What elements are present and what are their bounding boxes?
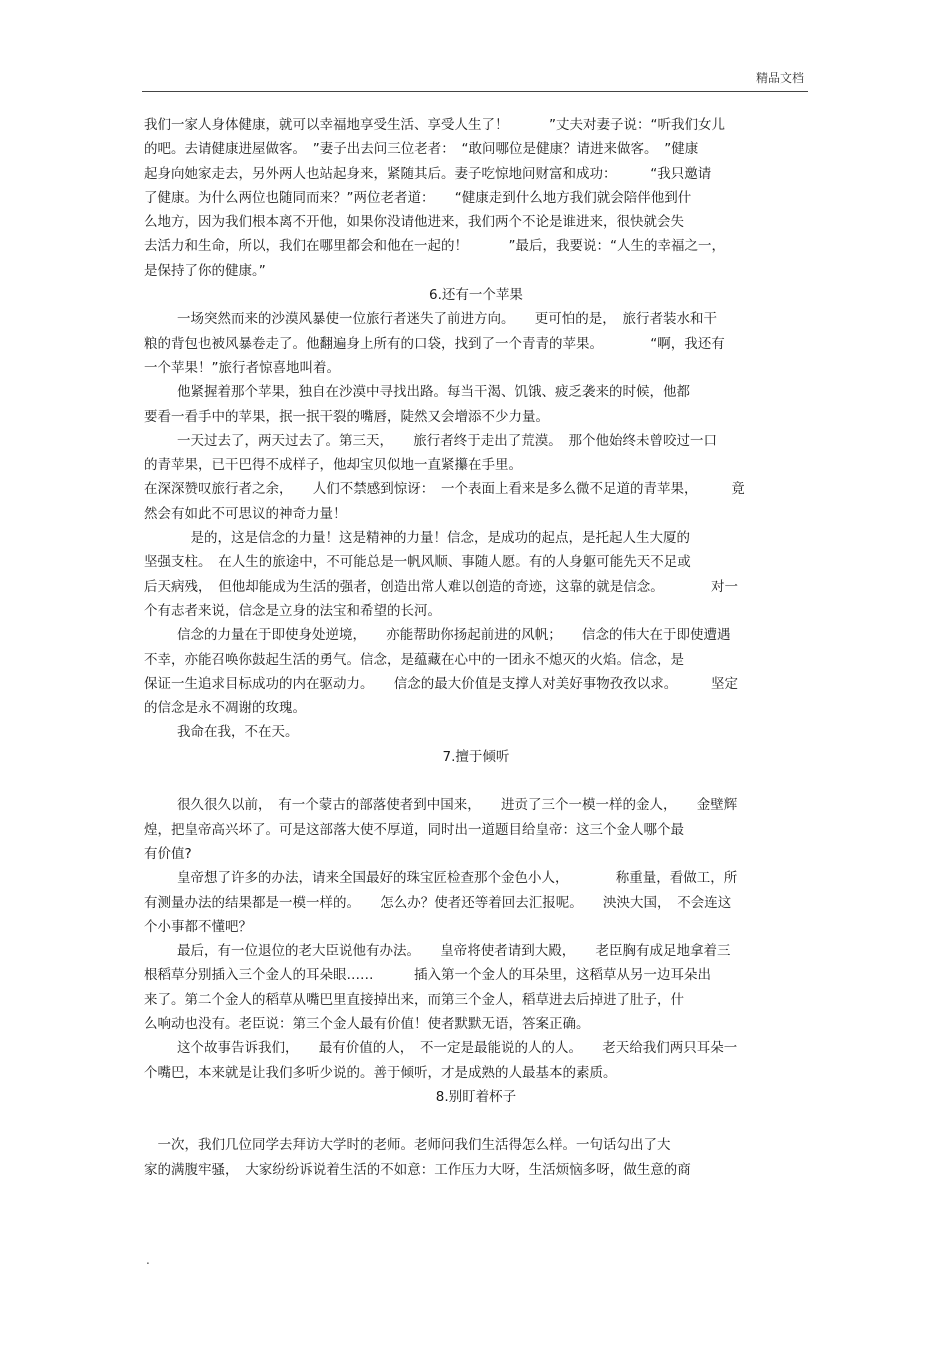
text-line: 去活力和生命，所以，我们在哪里都会和他在一起的！ ”最后，我要说：“人生的幸福之一， <box>144 238 725 255</box>
text-line: 个有志者来说，信念是立身的法宝和希望的长河。 <box>144 602 441 619</box>
text-line: 信念的力量在于即使身处逆境， 亦能帮助你扬起前进的风帆； 信念的伟大在于即使遭遇 <box>177 627 731 644</box>
text-line: 么响动也没有。老臣说：第三个金人最有价值！使者默默无语，答案正确。 <box>144 1015 590 1032</box>
text-line: 要看一看手中的苹果，抿一抿干裂的嘴唇，陡然又会增添不少力量。 <box>144 408 549 425</box>
text-line: 然会有如此不可思议的神奇力量！ <box>144 505 347 522</box>
text-line: 煌，把皇帝高兴坏了。可是这部落大使不厚道，同时出一道题目给皇帝：这三个金人哪个最 <box>144 821 684 838</box>
text-line: 的吧。去请健康进屋做客。 ”妻子出去问三位老者： “敢问哪位是健康？请进来做客。 ”健康 <box>144 141 699 158</box>
section-title: 8.别盯着杯子 <box>435 1088 517 1105</box>
document-body <box>144 113 808 1182</box>
footer-mark: . <box>146 1253 150 1267</box>
text-line: 我们一家人身体健康，就可以幸福地享受生活、享受人生了！ ”丈夫对妻子说：“听我们女儿 <box>144 117 725 133</box>
text-line: 皇帝想了许多的办法，请来全国最好的珠宝匠检查那个金色小人， 称重量，看做工，所 <box>177 870 738 887</box>
header-divider <box>142 91 808 92</box>
text-line: 粮的背包也被风暴卷走了。他翻遍身上所有的口袋，找到了一个青青的苹果。 “啊，我还有 <box>144 335 725 352</box>
text-line: 家的满腹牢骚， 大家纷纷诉说着生活的不如意：工作压力大呀，生活烦恼多呀，做生意的商 <box>144 1161 691 1178</box>
text-line: 是的，这是信念的力量！这是精神的力量！信念，是成功的起点，是托起人生大厦的 <box>177 530 690 547</box>
text-line: 我命在我，不在天。 <box>177 724 299 741</box>
text-line: 在深深赞叹旅行者之余， 人们不禁感到惊讶： 一个表面上看来是多么微不足道的青苹果， 竟 <box>144 481 745 498</box>
text-line: 这个故事告诉我们， 最有价值的人， 不一定是最能说的人的人。 老天给我们两只耳朵一 <box>177 1040 738 1057</box>
section-title: 6.还有一个苹果 <box>429 287 523 304</box>
text-line: 有测量办法的结果都是一模一样的。 怎么办？使者还等着回去汇报呢。 泱泱大国， 不会连这 <box>144 894 732 911</box>
text-line: 是保持了你的健康。” <box>144 262 266 279</box>
text-line: 有价值? <box>144 845 192 862</box>
text-line: 他紧握着那个苹果，独自在沙漠中寻找出路。每当干渴、饥饿、疲乏袭来的时候，他都 <box>177 384 690 401</box>
blank-line <box>144 1109 808 1133</box>
text-line: 坚强支柱。 在人生的旅途中，不可能总是一帆风顺、事随人愿。有的人身躯可能先天不足或 <box>144 554 691 571</box>
section-title: 7.擅于倾听 <box>442 748 510 765</box>
text-line: 么地方，因为我们根本离不开他，如果你没请他进来，我们两个不论是谁进来，很快就会失 <box>144 214 684 231</box>
text-line: 一次，我们几位同学去拜访大学时的老师。老师问我们生活得怎么样。一句话勾出了大 <box>144 1137 671 1154</box>
text-line: 的青苹果，已干巴得不成样子，他却宝贝似地一直紧攥在手里。 <box>144 457 522 474</box>
blank-line <box>144 769 808 793</box>
text-line: 一个苹果！”旅行者惊喜地叫着。 <box>144 359 340 376</box>
text-line: 很久很久以前， 有一个蒙古的部落使者到中国来， 进贡了三个一模一样的金人， 金壁辉 <box>177 797 738 814</box>
text-line: 起身向她家走去，另外两人也站起身来，紧随其后。妻子吃惊地问财富和成功： “我只邀请 <box>144 165 712 182</box>
text-line: 了健康。为什么两位也随同而来？”两位老者道： “健康走到什么地方我们就会陪伴他到什 <box>144 189 692 206</box>
text-line: 根稻草分别插入三个金人的耳朵眼…… 插入第一个金人的耳朵里，这稻草从另一边耳朵出 <box>144 967 711 984</box>
text-line: 一天过去了，两天过去了。第三天， 旅行者终于走出了荒漠。 那个他始终未曾咬过一口 <box>177 432 717 449</box>
text-line: 最后，有一位退位的老大臣说他有办法。 皇帝将使者请到大殿， 老臣胸有成足地拿着三 <box>177 943 731 960</box>
text-line: 不幸，亦能召唤你鼓起生活的勇气。信念，是蕴藏在心中的一团永不熄灭的火焰。信念，是 <box>144 651 684 668</box>
text-line: 个小事都不懂吧？ <box>144 918 252 935</box>
text-line: 个嘴巴，本来就是让我们多听少说的。善于倾听，才是成熟的人最基本的素质。 <box>144 1064 617 1081</box>
text-line: 后天病残， 但他却能成为生活的强者，创造出常人难以创造的奇迹，这靠的就是信念。 对一 <box>144 578 738 595</box>
header-label: 精品文档 <box>755 71 804 85</box>
text-line: 一场突然而来的沙漠风暴使一位旅行者迷失了前进方向。 更可怕的是， 旅行者装水和干 <box>177 311 717 328</box>
text-line: 的信念是永不凋谢的玫瑰。 <box>144 700 306 717</box>
text-line: 保证一生追求目标成功的内在驱动力。 信念的最大价值是支撑人对美好事物孜孜以求。 坚定 <box>144 675 738 692</box>
text-line: 来了。第二个金人的稻草从嘴巴里直接掉出来，而第三个金人，稻草进去后掉进了肚子，什 <box>144 991 684 1008</box>
